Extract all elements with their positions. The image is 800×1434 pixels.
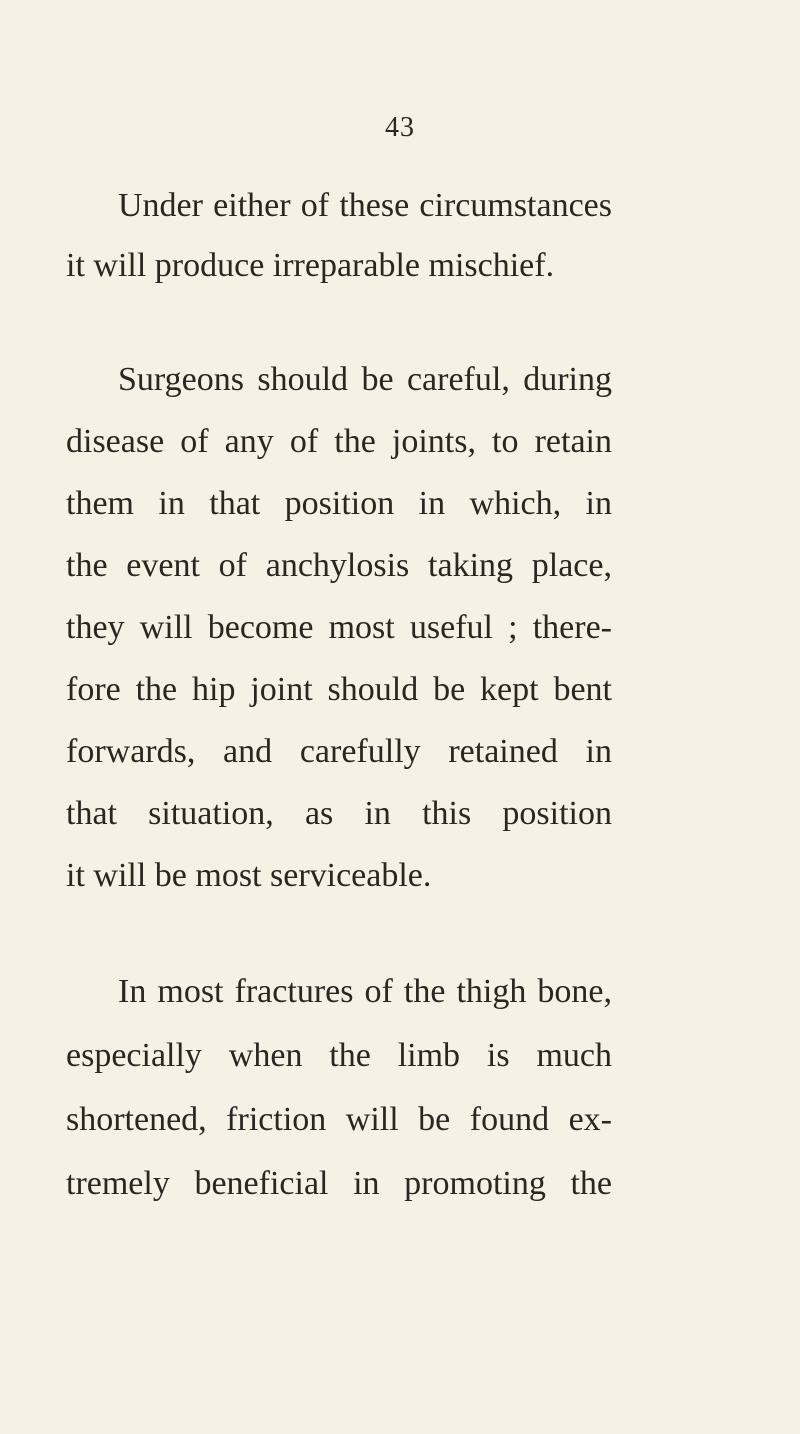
- paragraph-1-line-1: Under either of these circumstances: [118, 187, 612, 224]
- paragraph-3-line-3: shortened, friction will be found ex-: [66, 1101, 612, 1138]
- paragraph-3-line-2: especially when the limb is much: [66, 1037, 612, 1074]
- paragraph-2-line-6: fore the hip joint should be kept bent: [66, 671, 612, 708]
- paragraph-2-line-9: it will be most serviceable.: [66, 857, 432, 894]
- paragraph-1-line-2: it will produce irreparable mischief.: [66, 247, 555, 284]
- paragraph-3-line-1: In most fractures of the thigh bone,: [118, 973, 612, 1010]
- paragraph-2-line-3: them in that position in which, in: [66, 485, 612, 522]
- paragraph-2-line-8: that situation, as in this position: [66, 795, 612, 832]
- paragraph-2-line-4: the event of anchylosis taking place,: [66, 547, 612, 584]
- paragraph-2-line-1: Surgeons should be careful, during: [118, 361, 612, 398]
- page-number: 43: [385, 112, 415, 143]
- paragraph-2-line-5: they will become most useful ; there-: [66, 609, 612, 646]
- paragraph-2-line-2: disease of any of the joints, to retain: [66, 423, 612, 460]
- paragraph-3-line-4: tremely beneficial in promoting the: [66, 1165, 612, 1202]
- paragraph-2-line-7: forwards, and carefully retained in: [66, 733, 612, 770]
